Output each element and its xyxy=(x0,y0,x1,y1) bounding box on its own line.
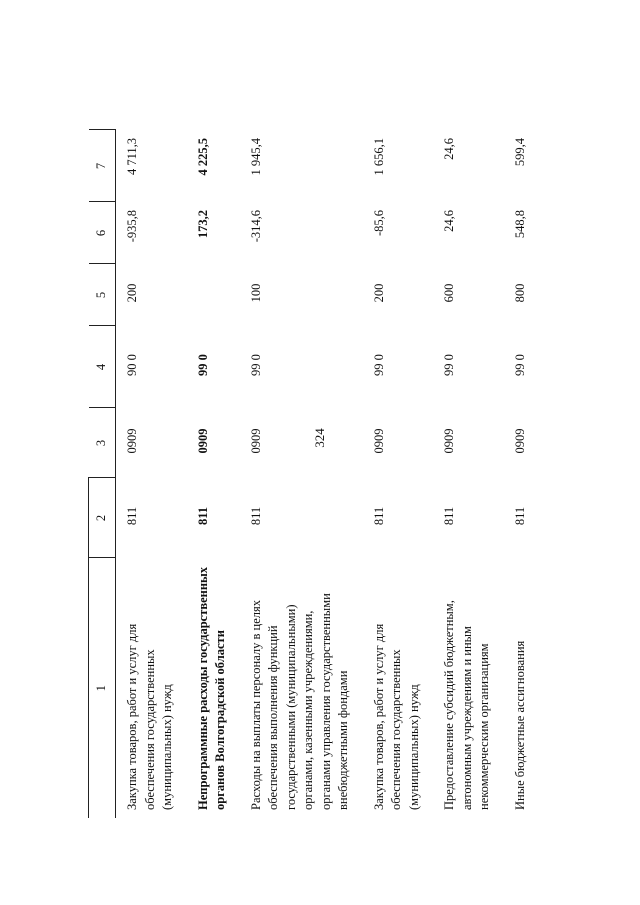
row-expense-type: 100 xyxy=(248,283,263,303)
header-col-5: 5 xyxy=(89,264,116,326)
row-section-code: 0909 xyxy=(125,428,139,454)
row-target-code: 90 0 xyxy=(125,354,139,376)
row-target-code: 99 0 xyxy=(512,354,527,376)
page-number: 324 xyxy=(312,428,327,448)
row-ministry-code: 811 xyxy=(248,506,263,526)
row-ministry-code: 811 xyxy=(125,506,139,526)
row-name: Расходы на выплаты персоналу в целях обеспечения выполнения функций государственными (муниципальными) органами, казенными учреждениями, органами управления государственными внебюджетными фондами xyxy=(248,593,350,810)
row-name: Непрограммные расходы государственных органов Волгоградской области xyxy=(195,566,227,810)
row-section-code: 0909 xyxy=(512,428,527,454)
row-section-code: 0909 xyxy=(371,428,386,454)
row-name: Закупка товаров, работ и услуг для обеспечения государственных (муниципальных) нужд xyxy=(125,623,174,810)
row-change: -85,6 xyxy=(371,210,386,237)
row-section-code: 0909 xyxy=(442,428,456,454)
row-change: 24,6 xyxy=(442,210,456,232)
header-col-2: 2 xyxy=(89,478,116,558)
row-section-code: 0909 xyxy=(195,428,210,454)
row-change: 173,2 xyxy=(195,210,210,239)
row-name: Закупка товаров, работ и услуг для обеспечения государственных (муниципальных) нужд xyxy=(371,623,421,810)
table-row xyxy=(187,130,240,818)
row-ministry-code: 811 xyxy=(512,506,527,526)
row-expense-type xyxy=(187,264,240,326)
table-row xyxy=(240,130,363,818)
header-col-3: 3 xyxy=(89,408,116,478)
row-target-code: 99 0 xyxy=(195,354,210,376)
row-change: 548,8 xyxy=(512,210,527,239)
row-ministry-code: 811 xyxy=(371,506,386,526)
row-target-code: 99 0 xyxy=(248,354,263,376)
row-total: 1 656,1 xyxy=(371,138,386,176)
row-total: 599,4 xyxy=(512,138,527,167)
table-row xyxy=(433,130,504,818)
budget-table xyxy=(88,130,539,819)
header-col-1: 1 xyxy=(89,558,116,818)
table-row xyxy=(363,130,434,818)
row-expense-type: 600 xyxy=(442,283,456,303)
header-row xyxy=(89,130,116,818)
row-total: 24,6 xyxy=(442,138,456,160)
row-total: 4 711,3 xyxy=(125,138,139,176)
rotated-table-container xyxy=(88,130,548,818)
row-expense-type: 200 xyxy=(371,283,386,303)
header-col-7: 7 xyxy=(89,130,116,202)
row-name: Предоставление субсидий бюджетным, автономным учреждениям и иным некоммерческим организациям xyxy=(442,600,491,810)
header-col-4: 4 xyxy=(89,326,116,408)
table-row xyxy=(116,130,187,818)
row-change: -314,6 xyxy=(248,210,263,243)
table-row xyxy=(504,130,540,818)
row-total: 4 225,5 xyxy=(195,138,210,176)
row-expense-type: 800 xyxy=(512,283,527,303)
header-col-6: 6 xyxy=(89,202,116,264)
row-change: -935,8 xyxy=(125,210,139,243)
row-section-code: 0909 xyxy=(248,428,263,454)
row-name: Иные бюджетные ассигнования xyxy=(512,640,527,810)
row-ministry-code: 811 xyxy=(442,506,456,526)
row-target-code: 99 0 xyxy=(371,354,386,376)
row-target-code: 99 0 xyxy=(442,354,456,376)
row-expense-type: 200 xyxy=(125,283,139,303)
row-total: 1 945,4 xyxy=(248,138,263,176)
row-ministry-code: 811 xyxy=(195,506,210,526)
